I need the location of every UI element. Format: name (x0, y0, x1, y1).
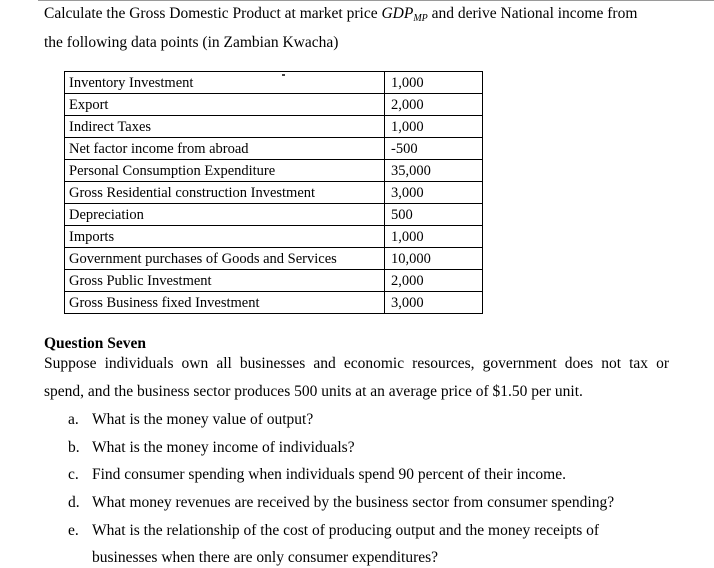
item-letter: e. (68, 522, 79, 539)
table-row (65, 116, 483, 138)
item-letter: c. (68, 466, 79, 483)
row-item: Gross Public Investment (65, 270, 385, 292)
row-value: 2,000 (385, 94, 483, 116)
row-item: Personal Consumption Expenditure (65, 160, 385, 182)
question-body-line-2: spend, and the business sector produces 500 units at an average price of $1.50 per unit. (44, 383, 583, 400)
question-body-line-1: Suppose individuals own all businesses and economic resources, government does not tax or (44, 355, 669, 372)
row-item: Government purchases of Goods and Services (65, 248, 385, 270)
row-value: 3,000 (385, 182, 483, 204)
row-value: 1,000 (385, 116, 483, 138)
gdp-subscript: MP (413, 13, 428, 24)
row-value: 35,000 (385, 160, 483, 182)
table-row (65, 270, 483, 292)
row-value: 2,000 (385, 270, 483, 292)
row-value: 1,000 (385, 72, 483, 94)
table-row (65, 72, 483, 94)
table-row (65, 204, 483, 226)
table-row (65, 160, 483, 182)
row-value: 1,000 (385, 226, 483, 248)
row-item: Net factor income from abroad (65, 138, 385, 160)
item-letter: d. (68, 494, 80, 511)
list-item (68, 466, 566, 484)
table-row (65, 292, 483, 314)
list-item (68, 522, 599, 540)
page-top-border (38, 0, 714, 1)
question-title: Question Seven (44, 335, 147, 352)
row-item: Inventory Investment (65, 72, 385, 94)
table-row (65, 226, 483, 248)
item-text: What is the money value of output? (92, 411, 314, 428)
intro-text-before: Calculate the Gross Domestic Product at market price (44, 5, 382, 22)
stray-mark (282, 74, 285, 76)
item-text: Find consumer spending when individuals spend 90 percent of their income. (92, 466, 566, 483)
row-item: Export (65, 94, 385, 116)
table-row (65, 248, 483, 270)
list-item (68, 411, 313, 429)
table-row (65, 94, 483, 116)
item-text: What money revenues are received by the business sector from consumer spending? (92, 494, 615, 511)
list-item (68, 439, 355, 457)
intro-line-2: the following data points (in Zambian Kwacha) (44, 34, 339, 51)
row-item: Gross Business fixed Investment (65, 292, 385, 314)
row-item: Depreciation (65, 204, 385, 226)
table-row (65, 182, 483, 204)
table-row (65, 138, 483, 160)
gdp-symbol: GDP (381, 5, 414, 22)
item-text: What is the money income of individuals? (92, 439, 355, 456)
row-item: Imports (65, 226, 385, 248)
row-item: Gross Residential construction Investment (65, 182, 385, 204)
row-value: 500 (385, 204, 483, 226)
item-e-continuation: businesses when there are only consumer expenditures? (92, 549, 439, 566)
intro-text-after: and derive National income from (427, 5, 638, 22)
list-item (68, 494, 614, 512)
row-item: Indirect Taxes (65, 116, 385, 138)
item-text: What is the relationship of the cost of producing output and the money receipts of (92, 522, 600, 539)
item-letter: b. (68, 439, 80, 456)
data-table (64, 71, 483, 314)
intro-line-1 (44, 5, 637, 28)
row-value: -500 (385, 138, 483, 160)
item-letter: a. (68, 411, 79, 428)
row-value: 10,000 (385, 248, 483, 270)
row-value: 3,000 (385, 292, 483, 314)
